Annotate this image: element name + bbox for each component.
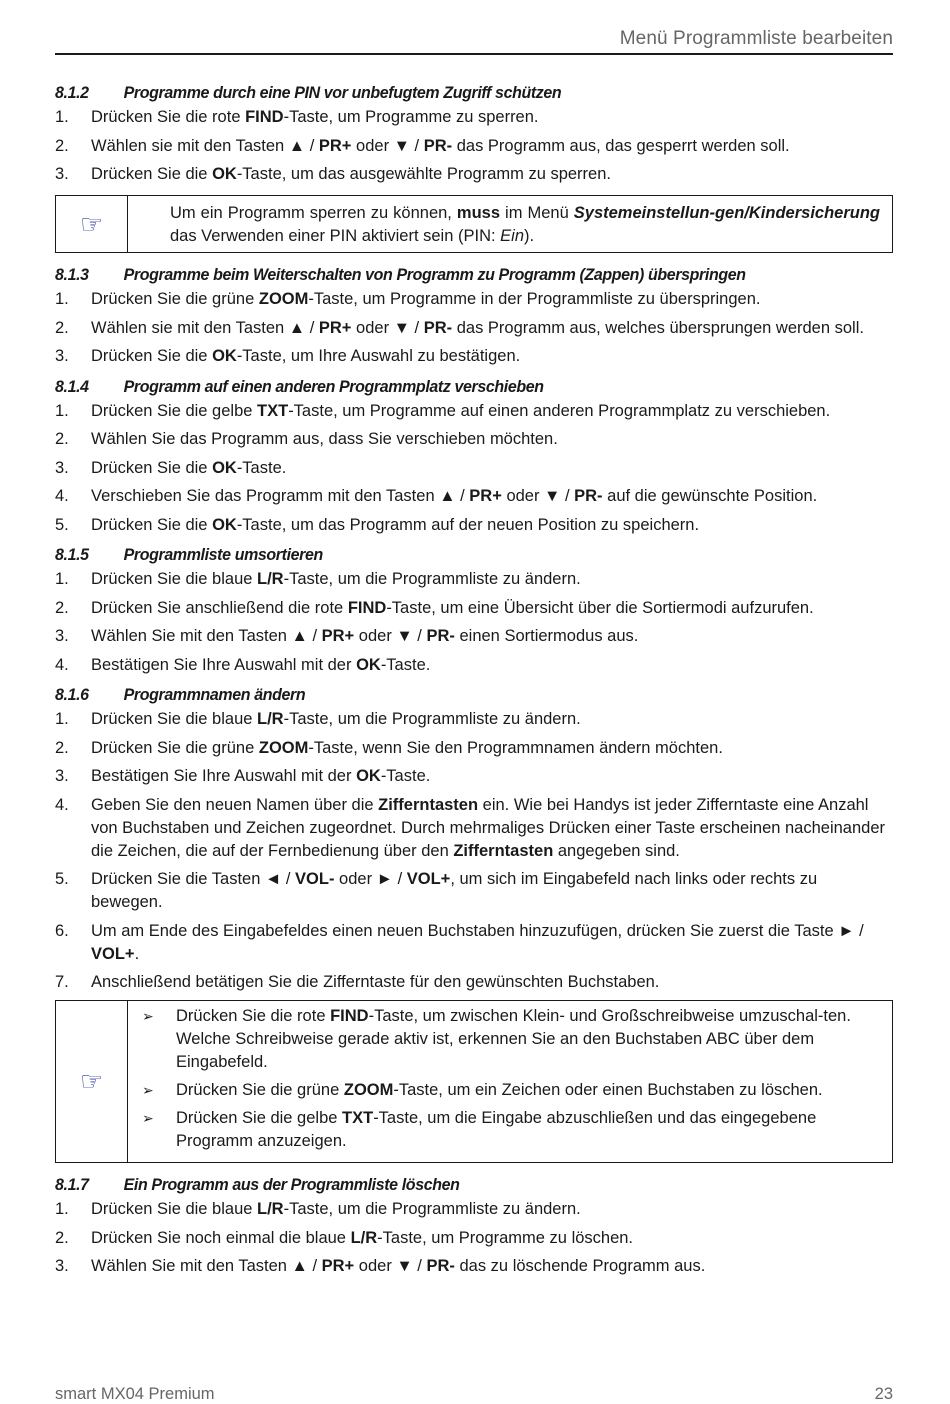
step-number: 4. — [55, 487, 69, 505]
section-number: 8.1.5 — [55, 545, 89, 564]
text-run: Drücken Sie die Tasten ◄ / — [91, 870, 296, 888]
text-run: Verschieben Sie das Programm mit den Tasten ▲ / — [91, 487, 470, 505]
italic-term: Ein — [500, 227, 525, 245]
step-item — [55, 654, 893, 677]
step-list-8-1-3 — [55, 288, 893, 368]
text-run: -Taste, um zwischen Klein- und Großschreibweise umzuschal-ten. Welche Schreibweise gerade aktiv ist, erkennen Sie an den Buchstaben ABC über dem Eingabefeld. — [176, 1007, 851, 1071]
section-heading-8-1-2 — [55, 80, 843, 106]
bold-term: OK — [212, 347, 237, 365]
bold-term: PR+ — [469, 487, 502, 505]
section-number: 8.1.7 — [55, 1175, 89, 1194]
pin-note-box — [55, 195, 893, 253]
bold-term: L/R — [257, 570, 284, 588]
step-list-8-1-4 — [55, 400, 893, 537]
text-run: -Taste, um Ihre Auswahl zu bestätigen. — [236, 347, 521, 365]
step-item — [55, 345, 893, 368]
text-run: oder ▼ / — [351, 318, 424, 337]
step-number: 6. — [55, 921, 69, 940]
text-run: Drücken Sie die blaue — [91, 710, 258, 728]
step-item — [55, 288, 893, 311]
bold-term: Zifferntasten — [378, 795, 479, 814]
bold-term: PR+ — [318, 136, 352, 155]
text-run: Drücken Sie die blaue — [91, 570, 258, 588]
pointing-hand-icon: ☞ — [56, 1001, 128, 1162]
bold-term: OK — [212, 458, 237, 477]
text-run: Anschließend betätigen Sie die Zifferntaste für den gewünschten Buchstaben. — [91, 973, 660, 991]
text-run: Drücken Sie die blaue — [91, 1200, 258, 1218]
arrowhead-bullet-icon: ➢ — [142, 1082, 154, 1098]
rename-tips-text — [128, 1001, 892, 1162]
step-item — [55, 625, 893, 648]
text-run: Drücken Sie die grüne — [91, 290, 259, 308]
step-item — [55, 514, 893, 537]
text-run: Drücken Sie die gelbe — [176, 1109, 343, 1127]
pointing-hand-icon: ☞ — [56, 196, 128, 252]
arrowhead-bullet-icon: ➢ — [142, 1008, 154, 1024]
bold-term: OK — [212, 515, 237, 534]
section-heading-8-1-6 — [55, 682, 843, 708]
step-number: 1. — [55, 290, 69, 308]
step-number: 4. — [55, 655, 69, 674]
step-item — [55, 765, 893, 788]
step-item — [55, 428, 893, 451]
tip-item — [142, 1107, 876, 1153]
text-run: -Taste, um Programme zu sperren. — [283, 108, 539, 126]
section-title: Programmliste umsortieren — [123, 545, 323, 564]
arrowhead-bullet-icon: ➢ — [142, 1110, 154, 1126]
step-number: 2. — [55, 598, 69, 617]
text-run: -Taste, um Programme in der Programmliste zu überspringen. — [308, 290, 761, 308]
text-run: -Taste, um Programme auf einen anderen Programmplatz zu verschieben. — [288, 401, 831, 420]
text-run: Drücken Sie die rote — [91, 108, 246, 126]
bold-term: ZOOM — [258, 738, 309, 757]
text-run: Drücken Sie noch einmal die blaue — [91, 1228, 351, 1247]
section-number: 8.1.6 — [55, 685, 89, 704]
bold-term: TXT — [257, 401, 289, 420]
bold-term: FIND — [330, 1007, 369, 1025]
text-run: -Taste, um eine Übersicht über die Sortiermodi aufzurufen. — [386, 598, 814, 617]
text-run: Drücken Sie die grüne — [176, 1081, 344, 1099]
footer-page-number: 23 — [874, 1385, 893, 1403]
bold-term: TXT — [342, 1109, 374, 1127]
step-number: 5. — [55, 870, 69, 888]
text-run: -Taste, wenn Sie den Programmnamen ändern möchten. — [308, 738, 723, 757]
text-run: Um am Ende des Eingabefeldes einen neuen Buchstaben hinzuzufügen, drücken Sie zuerst die Taste ► / — [91, 921, 864, 940]
text-run: , um sich im Eingabefeld nach links oder rechts zu bewegen. — [91, 870, 818, 911]
section-heading-8-1-5 — [55, 542, 843, 568]
running-header-title: Menü Programmliste bearbeiten — [619, 28, 893, 49]
bold-term: VOL- — [295, 870, 335, 888]
text-run: Um ein Programm sperren zu können, — [170, 204, 457, 222]
text-run: einen Sortiermodus aus. — [454, 627, 639, 645]
text-run: -Taste. — [236, 458, 287, 477]
bold-term: VOL+ — [406, 870, 451, 888]
section-number: 8.1.3 — [55, 265, 89, 284]
bold-term: Zifferntasten — [453, 841, 554, 860]
text-run: Geben Sie den neuen Namen über die — [91, 795, 379, 814]
text-run: Drücken Sie anschließend die rote — [91, 598, 348, 617]
step-item — [55, 485, 893, 508]
bold-term: PR+ — [321, 627, 355, 645]
bold-term: FIND — [245, 108, 284, 126]
rename-tips-box — [55, 1000, 893, 1163]
bold-term: FIND — [347, 598, 387, 617]
section-heading-8-1-3 — [55, 262, 843, 288]
step-list-8-1-2 — [55, 106, 893, 186]
text-run: ). — [524, 227, 535, 245]
tip-item — [142, 1079, 876, 1102]
section-number: 8.1.2 — [55, 83, 89, 102]
step-list-8-1-5 — [55, 568, 893, 677]
text-run: angegeben sind. — [553, 841, 680, 860]
text-run: Drücken Sie die rote — [176, 1007, 331, 1025]
text-run: -Taste, um das Programm auf der neuen Position zu speichern. — [236, 515, 700, 534]
bold-term: VOL+ — [91, 944, 135, 963]
text-run: -Taste. — [380, 767, 431, 785]
step-number: 3. — [55, 458, 69, 477]
text-run: oder ► / — [334, 870, 407, 888]
text-run: Drücken Sie die — [91, 165, 213, 183]
step-item — [55, 737, 893, 760]
section-heading-8-1-7 — [55, 1172, 843, 1198]
step-number: 1. — [55, 1200, 69, 1218]
text-run: auf die gewünschte Position. — [602, 487, 818, 505]
text-run: -Taste, um Programme zu löschen. — [377, 1228, 634, 1247]
step-number: 4. — [55, 795, 69, 814]
text-run: Wählen Sie mit den Tasten ▲ / — [91, 627, 322, 645]
text-run: Wählen Sie mit den Tasten ▲ / — [91, 1257, 322, 1275]
text-run: Bestätigen Sie Ihre Auswahl mit der — [91, 655, 357, 674]
text-run: das Programm aus, welches übersprungen werden soll. — [452, 318, 864, 337]
section-title: Programme beim Weiterschalten von Programm zu Programm (Zappen) überspringen — [123, 265, 746, 284]
text-run: -Taste, um die Programmliste zu ändern. — [283, 710, 581, 728]
step-number: 2. — [55, 1228, 69, 1247]
bold-term: PR- — [423, 318, 453, 337]
tip-item — [142, 1005, 876, 1074]
step-item — [55, 794, 893, 863]
text-run: oder ▼ / — [354, 627, 427, 645]
step-number: 1. — [55, 710, 69, 728]
text-run: Drücken Sie die — [91, 458, 213, 477]
text-run: Drücken Sie die — [91, 347, 213, 365]
step-number: 2. — [55, 318, 69, 337]
text-run: das Verwenden einer PIN aktiviert sein (PIN: — [170, 227, 501, 245]
step-number: 2. — [55, 136, 69, 155]
step-number: 5. — [55, 515, 69, 534]
text-run: Bestätigen Sie Ihre Auswahl mit der — [91, 767, 357, 785]
step-list-8-1-7 — [55, 1198, 893, 1278]
section-number: 8.1.4 — [55, 376, 89, 396]
text-run: -Taste, um ein Zeichen oder einen Buchstaben zu löschen. — [393, 1081, 823, 1099]
step-number: 2. — [55, 430, 69, 448]
step-number: 7. — [55, 973, 69, 991]
section-title: Programmnamen ändern — [123, 685, 306, 704]
text-run: -Taste, um das ausgewählte Programm zu sperren. — [236, 165, 611, 183]
step-number: 3. — [55, 1257, 69, 1275]
text-run: das zu löschende Programm aus. — [454, 1257, 706, 1275]
text-run: oder ▼ / — [354, 1257, 427, 1275]
header-rule — [55, 53, 893, 55]
step-number: 3. — [55, 347, 69, 365]
bold-term: PR+ — [321, 1257, 355, 1275]
text-run: -Taste, um die Programmliste zu ändern. — [283, 1200, 581, 1218]
step-item — [55, 400, 893, 423]
bold-term: PR- — [423, 136, 453, 155]
step-item — [55, 163, 893, 186]
step-list-8-1-6 — [55, 708, 893, 994]
step-item — [55, 568, 893, 591]
step-number: 3. — [55, 627, 69, 645]
step-item — [55, 920, 893, 966]
text-run: oder ▼ / — [351, 136, 424, 155]
text-run: . — [134, 944, 140, 963]
step-number: 3. — [55, 767, 69, 785]
step-item — [55, 106, 893, 129]
step-item — [55, 597, 893, 620]
bold-term: L/R — [350, 1228, 378, 1247]
text-run: Drücken Sie die grüne — [91, 738, 259, 757]
step-item — [55, 135, 893, 158]
step-item — [55, 457, 893, 480]
text-run: -Taste. — [380, 655, 431, 674]
step-item — [55, 317, 893, 340]
bold-term: L/R — [257, 1200, 284, 1218]
text-run: Wählen Sie das Programm aus, dass Sie verschieben möchten. — [91, 430, 558, 448]
step-item — [55, 708, 893, 731]
text-run: Wählen sie mit den Tasten ▲ / — [91, 318, 319, 337]
bold-term: OK — [212, 165, 237, 183]
step-item — [55, 1227, 893, 1250]
step-number: 2. — [55, 738, 69, 757]
bold-term: ZOOM — [258, 290, 309, 308]
pin-note-text — [128, 196, 892, 252]
step-number: 3. — [55, 165, 69, 183]
bold-term: PR- — [426, 627, 455, 645]
text-run: Wählen sie mit den Tasten ▲ / — [91, 136, 319, 155]
bold-term: PR+ — [318, 318, 352, 337]
step-item — [55, 1198, 893, 1221]
step-item — [55, 868, 893, 914]
bold-term: ZOOM — [343, 1081, 394, 1099]
text-run: -Taste, um die Programmliste zu ändern. — [283, 570, 581, 588]
text-run: oder ▼ / — [501, 487, 575, 505]
bold-term: PR- — [426, 1257, 455, 1275]
bold-term: L/R — [257, 710, 284, 728]
footer-product-name: smart MX04 Premium — [55, 1385, 215, 1403]
text-run: das Programm aus, das gesperrt werden soll. — [452, 136, 790, 155]
text-run: Drücken Sie die — [91, 515, 213, 534]
text-run: ein. Wie bei Handys ist jeder Zifferntaste eine Anzahl von Buchstaben und Zeichen zugeordnet. Durch mehrmaliges Drücken einer Taste erscheinen nacheinander die Zeichen, die auf der Fernbedienung über den — [91, 795, 886, 860]
section-title: Ein Programm aus der Programmliste löschen — [123, 1175, 460, 1194]
step-number: 1. — [55, 108, 69, 126]
step-item — [55, 1255, 893, 1278]
page-content — [55, 80, 893, 1284]
bold-term: OK — [356, 767, 381, 785]
step-item — [55, 971, 893, 994]
section-title: Programm auf einen anderen Programmplatz verschieben — [123, 376, 544, 396]
text-run: im Menü — [500, 204, 574, 222]
section-title: Programme durch eine PIN vor unbefugtem Zugriff schützen — [123, 83, 562, 102]
bold-term: muss — [456, 204, 501, 222]
text-run: -Taste, um die Eingabe abzuschließen und das eingegebene Programm anzuzeigen. — [176, 1109, 817, 1150]
section-heading-8-1-4 — [55, 374, 843, 400]
bold-term: OK — [356, 655, 381, 674]
step-number: 1. — [55, 401, 69, 420]
tips-bullet-list — [142, 1005, 876, 1153]
menu-path: Systemeinstellun-gen/Kindersicherung — [573, 204, 880, 222]
step-number: 1. — [55, 570, 69, 588]
bold-term: PR- — [574, 487, 603, 505]
text-run: Drücken Sie die gelbe — [91, 401, 258, 420]
